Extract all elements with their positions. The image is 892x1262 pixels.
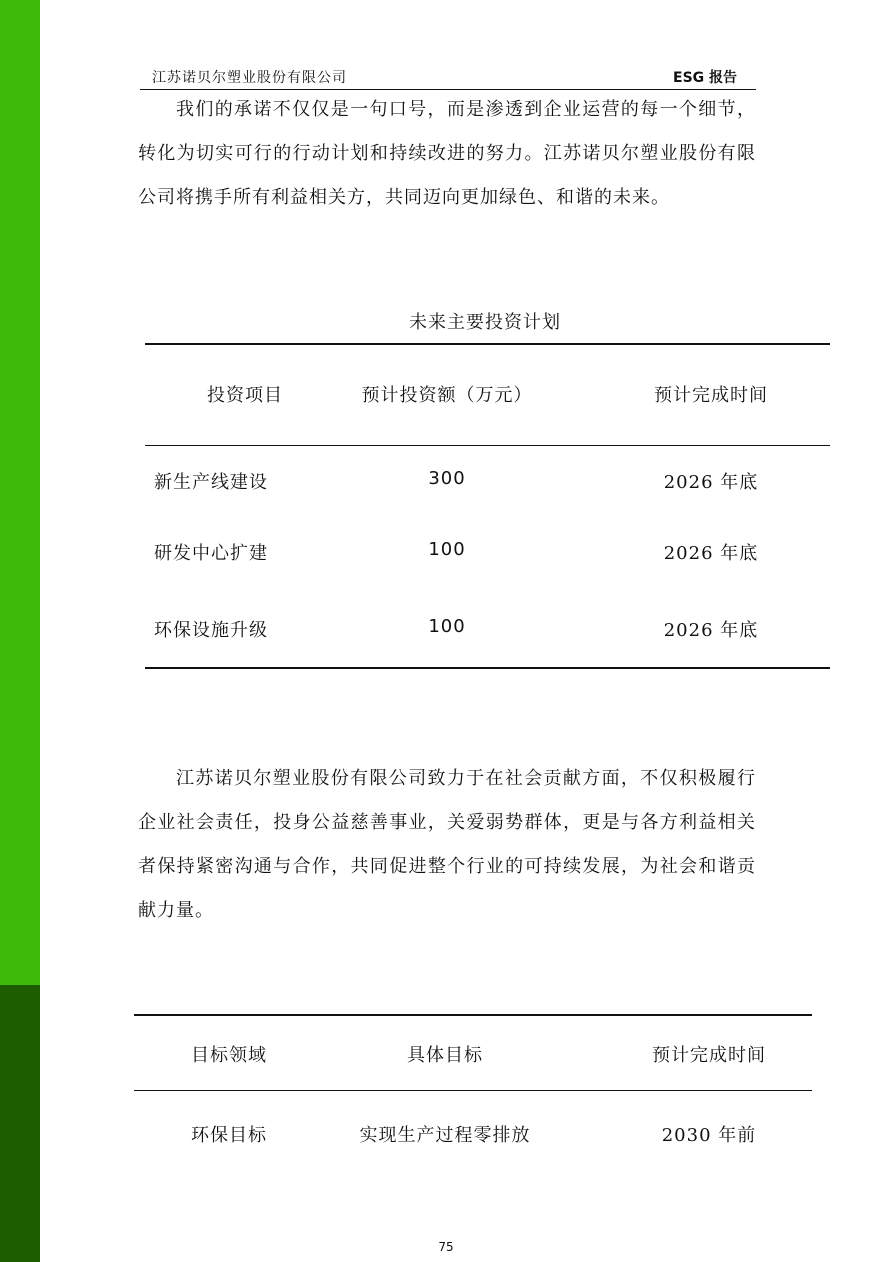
sidebar-accent-green — [0, 0, 40, 985]
commitment-paragraph: 我们的承诺不仅仅是一句口号，而是渗透到企业运营的每一个细节，转化为切实可行的行动计划和持续改进的努力。江苏诺贝尔塑业股份有限公司将携手所有利益相关方，共同迈向更加绿色、和谐的未来。 — [138, 99, 756, 208]
sidebar-accent-dark-green — [0, 985, 40, 1262]
investment-table-header-rule — [145, 445, 830, 446]
goals-header-target: 具体目标 — [407, 1045, 483, 1066]
investment-table-bottom-rule — [145, 667, 830, 669]
investment-row-2-project: 研发中心扩建 — [154, 543, 268, 564]
investment-header-project: 投资项目 — [207, 385, 283, 406]
investment-table-title: 未来主要投资计划 — [409, 312, 561, 333]
investment-row-3-project: 环保设施升级 — [154, 620, 268, 641]
goals-row-1-target: 实现生产过程零排放 — [359, 1125, 531, 1146]
investment-row-1-project: 新生产线建设 — [154, 472, 268, 493]
header-company-name: 江苏诺贝尔塑业股份有限公司 — [152, 70, 347, 86]
investment-row-2-amount: 100 — [428, 539, 466, 560]
investment-header-amount: 预计投资额（万元） — [361, 385, 533, 406]
investment-row-1-amount: 300 — [428, 468, 466, 489]
goals-row-1-area: 环保目标 — [191, 1125, 267, 1146]
social-contribution-paragraph: 江苏诺贝尔塑业股份有限公司致力于在社会贡献方面，不仅积极履行企业社会责任，投身公益慈善事业，关爱弱势群体，更是与各方利益相关者保持紧密沟通与合作，共同促进整个行业的可持续发展，为社会和谐贡献力量。 — [138, 768, 756, 921]
goals-header-completion: 预计完成时间 — [652, 1045, 766, 1066]
investment-row-3-amount: 100 — [428, 616, 466, 637]
header-report-title: ESG 报告 — [673, 70, 738, 86]
goals-table-header-rule — [134, 1090, 812, 1091]
investment-header-completion: 预计完成时间 — [654, 385, 768, 406]
investment-row-1-completion: 2026 年底 — [663, 472, 759, 493]
goals-header-area: 目标领域 — [191, 1045, 267, 1066]
goals-table-top-rule — [134, 1014, 812, 1016]
investment-row-3-completion: 2026 年底 — [663, 620, 759, 641]
investment-row-2-completion: 2026 年底 — [663, 543, 759, 564]
page-number: 75 — [438, 1240, 454, 1254]
goals-row-1-completion: 2030 年前 — [661, 1125, 757, 1146]
investment-table-top-rule — [145, 343, 830, 345]
